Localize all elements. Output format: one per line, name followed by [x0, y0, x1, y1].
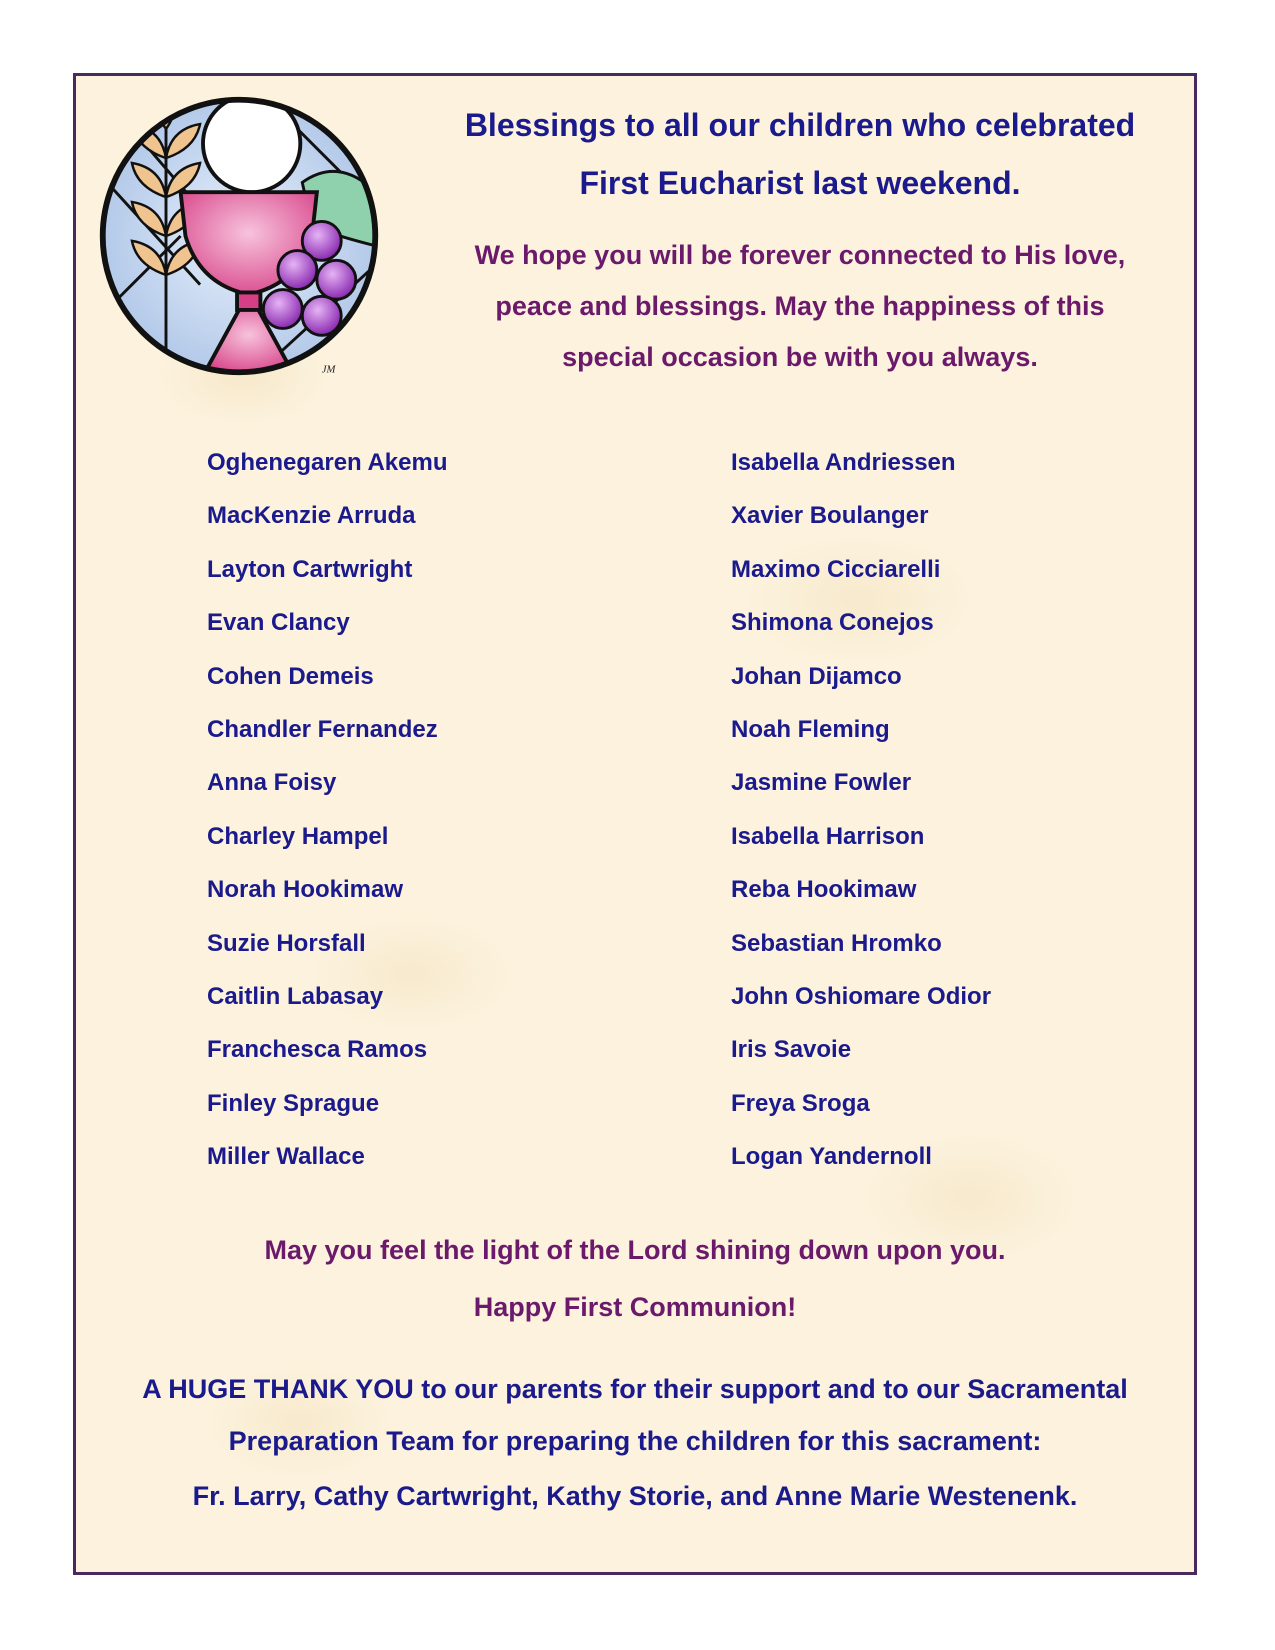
child-name: Anna Foisy — [207, 769, 337, 797]
child-name: Shimona Conejos — [731, 609, 934, 637]
child-name: MacKenzie Arruda — [207, 502, 416, 530]
names-column-left — [207, 436, 448, 1183]
child-name: Iris Savoie — [731, 1036, 852, 1064]
child-name: Layton Cartwright — [207, 555, 413, 583]
title-line: Blessings to all our children who celebrated — [464, 107, 1136, 143]
child-name: Sebastian Hromko — [731, 929, 942, 957]
child-name: Franchesca Ramos — [207, 1036, 428, 1064]
child-name: Oghenegaren Akemu — [207, 449, 448, 476]
thanks-line: A HUGE THANK YOU to our parents for their support and to our Sacramental — [142, 1374, 1128, 1404]
child-name: Freya Sroga — [731, 1089, 870, 1117]
child-name: Isabella Andriessen — [731, 449, 956, 476]
child-name: Finley Sprague — [207, 1089, 380, 1117]
names-column-right — [731, 436, 991, 1183]
message-line: We hope you will be forever connected to His love, — [474, 240, 1126, 270]
closing-message — [73, 1222, 1197, 1336]
child-name: Xavier Boulanger — [731, 502, 929, 530]
title-line: First Eucharist last weekend. — [579, 165, 1021, 201]
child-name: Caitlin Labasay — [207, 982, 384, 1010]
artist-signature: JM — [321, 363, 336, 376]
thank-you-message — [80, 1363, 1190, 1525]
chalice-emblem-icon — [93, 90, 385, 382]
child-name: Noah Fleming — [731, 715, 890, 743]
child-name: Miller Wallace — [207, 1143, 365, 1171]
child-name: Suzie Horsfall — [207, 929, 366, 957]
child-name: Isabella Harrison — [731, 822, 925, 850]
child-name: Norah Hookimaw — [207, 876, 404, 904]
child-name: Reba Hookimaw — [731, 876, 917, 904]
child-name: Chandler Fernandez — [207, 715, 438, 743]
child-name: Johan Dijamco — [731, 662, 902, 690]
closing-line: May you feel the light of the Lord shining down upon you. — [264, 1235, 1006, 1265]
child-name: Logan Yandernoll — [731, 1143, 932, 1171]
team-names: Fr. Larry, Cathy Cartwright, Kathy Storie, and Anne Marie Westenenk. — [192, 1481, 1078, 1511]
child-name: John Oshiomare Odior — [731, 982, 992, 1010]
child-name: Maximo Cicciarelli — [731, 555, 941, 583]
child-name: Jasmine Fowler — [731, 769, 912, 797]
child-name: Evan Clancy — [207, 609, 350, 637]
closing-line: Happy First Communion! — [473, 1292, 797, 1322]
child-name: Cohen Demeis — [207, 662, 374, 690]
message-line: peace and blessings. May the happiness of this — [495, 291, 1105, 321]
child-name: Charley Hampel — [207, 822, 389, 850]
page-title — [420, 96, 1180, 212]
thanks-line: Preparation Team for preparing the children for this sacrament: — [228, 1426, 1042, 1456]
message-line: special occasion be with you always. — [562, 342, 1038, 372]
blessing-message — [420, 230, 1180, 383]
